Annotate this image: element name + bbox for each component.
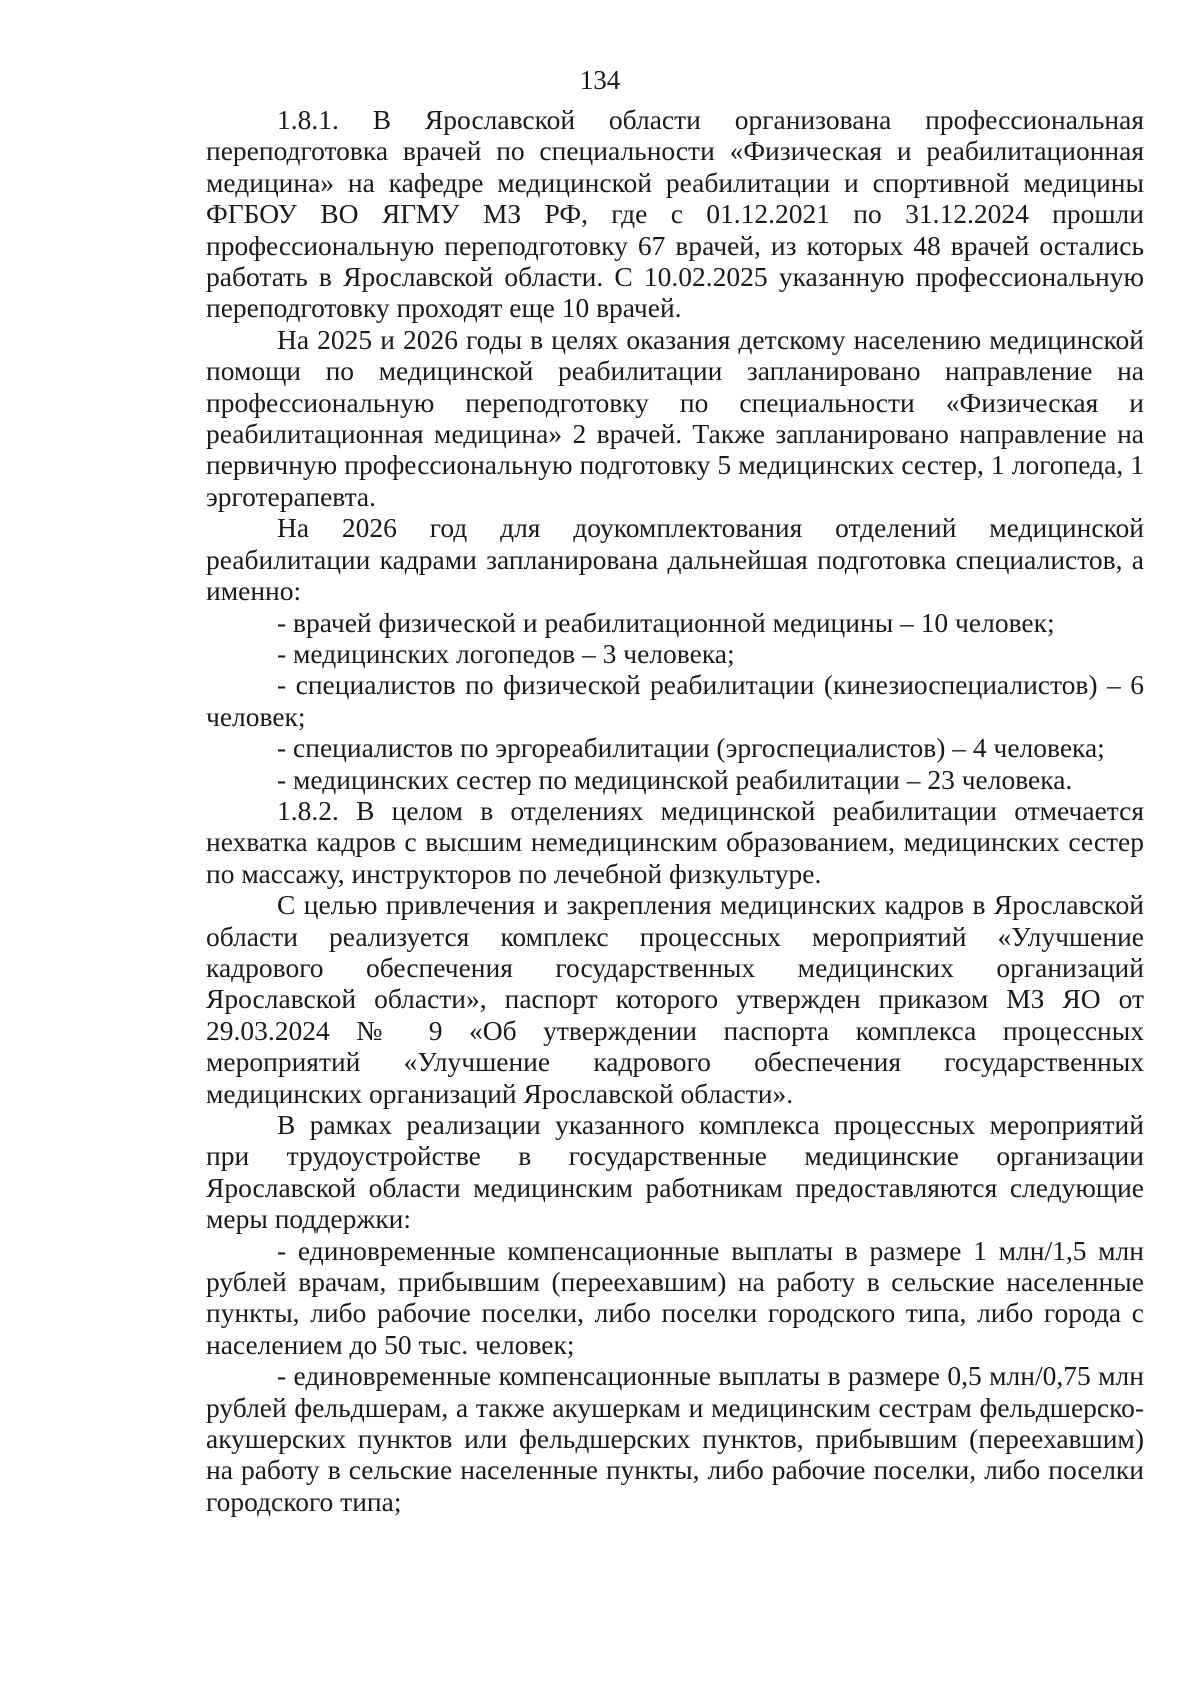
paragraph-1-8-2: 1.8.2. В целом в отделениях медицинской реабилитации отмечается нехватка кадров с высшим немедицинским образованием, медицинских сестер по массажу, инструкторов по лечебной физкультуре. — [206, 794, 1144, 889]
paragraph-children-rehab: На 2025 и 2026 годы в целях оказания детскому населению медицинской помощи по медицинской реабилитации запланировано направление на профессиональную переподготовку по специальности «Физическая и реабилитационная медицина» 2 врачей. Также запланировано направление на первичную профессиональную подготовку 5 медицинских сестер, 1 логопеда, 1 эрготерапевта. — [206, 323, 1144, 512]
list-item: - единовременные компенсационные выплаты в размере 1 млн/1,5 млн рублей врачам, прибывшим (переехавшим) на работу в сельские населенные пункты, либо рабочие поселки, либо поселки городского типа, либо города с населением до 50 тыс. человек; — [206, 1234, 1144, 1360]
list-item: - специалистов по эргореабилитации (эргоспециалистов) – 4 человека; — [277, 732, 1105, 764]
paragraph-2026-plan: На 2026 год для доукомплектования отделений медицинской реабилитации кадрами запланирована дальнейшая подготовка специалистов, а именно: — [206, 512, 1144, 607]
list-item: - врачей физической и реабилитационной медицины – 10 человек; — [277, 606, 1055, 638]
list-item: - медицинских логопедов – 3 человека; — [277, 637, 735, 669]
paragraph-support-measures: В рамках реализации указанного комплекса процессных мероприятий при трудоустройстве в государственные медицинские организации Ярославской области медицинским работникам предоставляются следующие меры поддержки: — [206, 1109, 1144, 1235]
page-number: 134 — [579, 65, 621, 95]
document-body — [206, 104, 1144, 1517]
list-item: - медицинских сестер по медицинской реабилитации – 23 человека. — [277, 763, 1073, 795]
paragraph-1-8-1: 1.8.1. В Ярославской области организована профессиональная переподготовка врачей по специальности «Физическая и реабилитационная медицина» на кафедре медицинской реабилитации и спортивной медицины ФГБОУ ВО ЯГМУ МЗ РФ, где с 01.12.2021 по 31.12.2024 прошли профессиональную переподготовку 67 врачей, из которых 48 врачей остались работать в Ярославской области. С 10.02.2025 указанную профессиональную переподготовку проходят еще 10 врачей. — [206, 104, 1144, 324]
list-item: - единовременные компенсационные выплаты в размере 0,5 млн/0,75 млн рублей фельдшерам, а также акушеркам и медицинским сестрам фельдшерско-акушерских пунктов или фельдшерских пунктов, прибывшим (переехавшим) на работу в сельские населенные пункты, либо рабочие поселки, либо поселки городского типа; — [206, 1360, 1144, 1517]
paragraph-staffing-program: С целью привлечения и закрепления медицинских кадров в Ярославской области реализуется комплекс процессных мероприятий «Улучшение кадрового обеспечения государственных медицинских организаций Ярославской области», паспорт которого утвержден приказом МЗ ЯО от 29.03.2024 № 9 «Об утверждении паспорта комплекса процессных мероприятий «Улучшение кадрового обеспечения государственных медицинских организаций Ярославской области». — [206, 889, 1144, 1109]
list-item: - специалистов по физической реабилитации (кинезиоспециалистов) – 6 человек; — [206, 669, 1144, 732]
